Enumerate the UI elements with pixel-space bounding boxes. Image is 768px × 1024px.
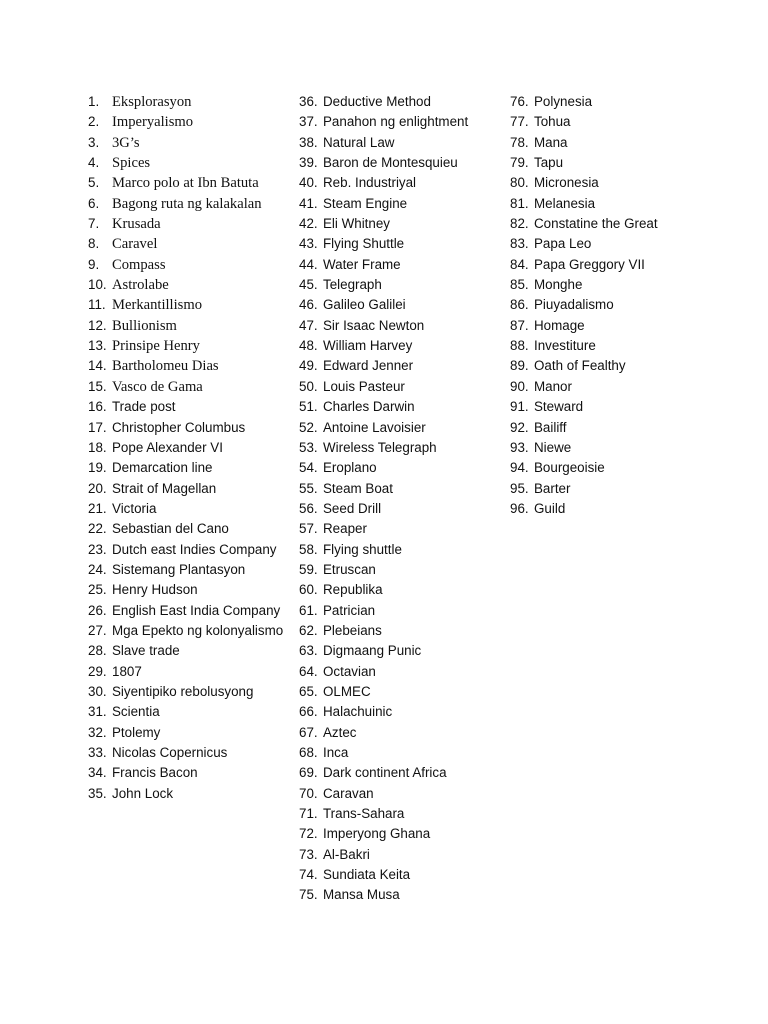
list-item-number: 46. <box>299 297 318 313</box>
list-item-text: Strait of Magellan <box>112 480 217 496</box>
list-item-text: Water Frame <box>323 256 401 272</box>
list-item-number: 86. <box>510 297 529 313</box>
list-item-text: Imperyong Ghana <box>323 826 431 842</box>
list-item-number: 2. <box>88 114 100 130</box>
list-item <box>299 336 504 356</box>
list-item-text: Charles Darwin <box>323 399 415 415</box>
list-item-text: Slave trade <box>112 643 180 659</box>
list-item-text: Steam Engine <box>323 195 408 211</box>
list-item-text: Al-Bakri <box>323 846 370 862</box>
list-item-number: 63. <box>299 643 318 659</box>
list-item-text: Mansa Musa <box>323 887 400 903</box>
list-item-text: Micronesia <box>534 175 599 191</box>
list-item-number: 6. <box>88 195 100 211</box>
list-item-text: Merkantillismo <box>112 297 202 314</box>
list-item <box>510 112 710 132</box>
list-item-number: 68. <box>299 745 318 760</box>
list-item-text: Caravel <box>112 236 158 253</box>
list-item-text: Eli Whitney <box>323 216 390 232</box>
list-item-number: 85. <box>510 277 529 293</box>
list-item <box>299 479 504 499</box>
list-item <box>299 784 504 804</box>
list-item-text: Digmaang Punic <box>323 643 422 659</box>
list-item <box>299 519 504 539</box>
list-item-number: 37. <box>299 114 318 130</box>
list-item-text: Sir Isaac Newton <box>323 317 425 333</box>
list-item-text: Bailiff <box>534 419 567 435</box>
list-column-3 <box>510 92 710 519</box>
list-item <box>299 804 504 824</box>
list-item-text: Polynesia <box>534 94 593 109</box>
list-item <box>510 92 710 112</box>
list-item-number: 62. <box>299 622 318 638</box>
list-item <box>510 397 710 417</box>
list-item <box>88 173 288 193</box>
list-item <box>299 621 504 641</box>
list-item-text: Telegraph <box>323 277 382 293</box>
list-item <box>510 377 710 397</box>
list-item <box>88 601 288 621</box>
list-item-number: 40. <box>299 175 318 191</box>
list-item-number: 60. <box>299 582 318 598</box>
list-item-number: 24. <box>88 561 107 577</box>
list-column-2 <box>299 92 504 906</box>
list-item <box>88 519 288 539</box>
list-item <box>510 418 710 438</box>
list-item-text: Pope Alexander VI <box>112 439 223 455</box>
list-item-text: Christopher Columbus <box>112 419 246 435</box>
list-item-text: Imperyalismo <box>112 114 194 131</box>
list-item <box>299 255 504 275</box>
list-item-text: Republika <box>323 582 383 598</box>
list-item-text: English East India Company <box>112 602 281 618</box>
list-item-text: Manor <box>534 378 572 394</box>
list-item-text: Dutch east Indies Company <box>112 541 277 557</box>
list-item-number: 71. <box>299 806 318 822</box>
list-item-number: 28. <box>88 643 107 659</box>
list-item-number: 67. <box>299 724 318 740</box>
list-item-number: 91. <box>510 399 529 415</box>
list-item <box>299 214 504 234</box>
list-item-number: 47. <box>299 317 318 333</box>
list-item <box>88 133 288 153</box>
list-item-text: Eroplano <box>323 460 377 476</box>
list-item-text: Siyentipiko rebolusyong <box>112 683 254 699</box>
list-item-number: 39. <box>299 155 318 171</box>
list-item <box>88 377 288 397</box>
list-item <box>299 377 504 397</box>
list-item-number: 42. <box>299 216 318 232</box>
list-item-number: 64. <box>299 663 318 679</box>
list-item-text: Natural Law <box>323 134 395 150</box>
list-item-text: Patrician <box>323 602 376 618</box>
list-item-number: 41. <box>299 195 318 211</box>
list-item <box>88 499 288 519</box>
list-item <box>299 723 504 743</box>
list-item-number: 4. <box>88 155 100 171</box>
list-item <box>88 763 288 783</box>
list-item-number: 19. <box>88 460 107 476</box>
list-item-text: Caravan <box>323 785 374 801</box>
list-item <box>510 194 710 214</box>
list-item-text: 1807 <box>112 663 142 679</box>
list-item <box>88 662 288 682</box>
list-item-text: Baron de Montesquieu <box>323 155 458 171</box>
list-item <box>299 92 504 112</box>
list-item-number: 44. <box>299 256 318 272</box>
list-item-text: Halachuinic <box>323 704 393 720</box>
list-item-number: 75. <box>299 887 318 903</box>
list-item-number: 80. <box>510 175 529 191</box>
list-item-number: 11. <box>88 297 106 313</box>
list-item-number: 38. <box>299 134 318 150</box>
list-item <box>510 479 710 499</box>
list-item <box>510 133 710 153</box>
list-item-text: Guild <box>534 500 566 516</box>
list-item-text: Mana <box>534 134 568 150</box>
list-item-text: Reaper <box>323 521 367 537</box>
list-item-text: Papa Greggory VII <box>534 256 645 272</box>
list-item-text: Papa Leo <box>534 236 592 252</box>
list-item-number: 21. <box>88 500 107 516</box>
list-item <box>510 336 710 356</box>
list-item-number: 33. <box>88 745 107 760</box>
list-item-text: Bartholomeu Dias <box>112 358 219 375</box>
list-item-text: Panahon ng enlightment <box>323 114 469 130</box>
list-item <box>510 356 710 376</box>
list-item-number: 93. <box>510 439 529 455</box>
list-item <box>510 316 710 336</box>
list-item-number: 23. <box>88 541 107 557</box>
list-item <box>299 662 504 682</box>
list-item-number: 73. <box>299 846 318 862</box>
list-item <box>88 540 288 560</box>
list-item-number: 83. <box>510 236 529 252</box>
list-item-number: 32. <box>88 724 107 740</box>
list-item-text: 3G’s <box>112 134 140 151</box>
list-item-number: 81. <box>510 195 529 211</box>
list-item-text: Niewe <box>534 439 572 455</box>
list-item-text: OLMEC <box>323 683 371 699</box>
list-item-text: Tapu <box>534 155 564 171</box>
list-item-number: 92. <box>510 419 529 435</box>
list-item <box>510 234 710 254</box>
list-item-number: 20. <box>88 480 107 496</box>
list-item <box>299 865 504 885</box>
list-item <box>88 275 288 295</box>
list-item <box>88 621 288 641</box>
list-item <box>299 540 504 560</box>
list-item <box>299 194 504 214</box>
list-item-text: Octavian <box>323 663 376 679</box>
list-item <box>88 743 288 763</box>
list-item-text: Eksplorasyon <box>112 94 192 110</box>
list-item <box>88 356 288 376</box>
list-item <box>510 458 710 478</box>
list-item <box>299 173 504 193</box>
list-item <box>88 92 288 112</box>
list-item <box>299 743 504 763</box>
list-item-number: 5. <box>88 175 100 191</box>
list-item-text: Galileo Galilei <box>323 297 406 313</box>
list-item-number: 48. <box>299 338 318 354</box>
list-item-text: Homage <box>534 317 585 333</box>
list-item-number: 94. <box>510 460 529 476</box>
list-item <box>299 275 504 295</box>
list-item-text: Bourgeoisie <box>534 460 605 476</box>
list-item-text: Marco polo at Ibn Batuta <box>112 175 259 192</box>
list-item-text: Steward <box>534 399 584 415</box>
list-item-number: 25. <box>88 582 107 598</box>
list-item-number: 69. <box>299 765 318 781</box>
list-item <box>299 153 504 173</box>
list-item-text: Dark continent Africa <box>323 765 447 781</box>
list-item <box>299 601 504 621</box>
list-item-number: 95. <box>510 480 529 496</box>
list-item <box>299 580 504 600</box>
list-item <box>299 112 504 132</box>
list-item-text: Demarcation line <box>112 460 213 476</box>
list-item-text: Melanesia <box>534 195 596 211</box>
list-item <box>88 682 288 702</box>
list-item-text: Victoria <box>112 500 157 516</box>
list-item-number: 59. <box>299 561 318 577</box>
list-item <box>299 356 504 376</box>
list-item <box>88 702 288 722</box>
list-item-text: Astrolabe <box>112 277 169 294</box>
list-item-text: Scientia <box>112 704 160 720</box>
list-item-text: Sistemang Plantasyon <box>112 561 246 577</box>
list-item-text: Ptolemy <box>112 724 161 740</box>
list-item <box>299 234 504 254</box>
list-item <box>88 418 288 438</box>
list-item <box>510 295 710 315</box>
list-item-number: 61. <box>299 602 318 618</box>
list-item <box>299 885 504 905</box>
list-item-text: Deductive Method <box>323 94 431 109</box>
list-item-number: 70. <box>299 785 318 801</box>
list-item-number: 57. <box>299 521 318 537</box>
list-item-text: Spices <box>112 155 151 172</box>
list-item-number: 76. <box>510 94 529 109</box>
list-item-number: 45. <box>299 277 318 293</box>
list-item-number: 22. <box>88 521 107 537</box>
list-item <box>299 824 504 844</box>
list-item-number: 77. <box>510 114 529 130</box>
list-item <box>88 438 288 458</box>
list-item <box>299 702 504 722</box>
list-item-text: Seed Drill <box>323 500 382 516</box>
list-item-number: 55. <box>299 480 318 496</box>
list-item <box>299 763 504 783</box>
list-item <box>299 641 504 661</box>
list-item-number: 14. <box>88 358 107 374</box>
list-item-text: Prinsipe Henry <box>112 338 200 355</box>
list-item <box>510 153 710 173</box>
list-item-number: 16. <box>88 399 107 415</box>
list-item-text: Wireless Telegraph <box>323 439 437 455</box>
list-item-number: 54. <box>299 460 318 476</box>
list-item <box>88 723 288 743</box>
list-item-number: 43. <box>299 236 318 252</box>
list-item <box>88 112 288 132</box>
list-item-number: 3. <box>88 134 100 150</box>
list-item-number: 88. <box>510 338 529 354</box>
list-item-number: 90. <box>510 378 529 394</box>
list-item <box>88 336 288 356</box>
list-item <box>88 255 288 275</box>
list-item-number: 65. <box>299 683 318 699</box>
list-item-number: 1. <box>88 94 100 109</box>
list-item-number: 31. <box>88 704 107 720</box>
list-item-text: Edward Jenner <box>323 358 414 374</box>
list-item-number: 49. <box>299 358 318 374</box>
list-item <box>510 438 710 458</box>
list-item-number: 84. <box>510 256 529 272</box>
list-item-number: 52. <box>299 419 318 435</box>
list-item <box>88 458 288 478</box>
list-item <box>299 560 504 580</box>
list-item-number: 53. <box>299 439 318 455</box>
list-item-number: 87. <box>510 317 529 333</box>
list-item <box>88 397 288 417</box>
list-item-number: 10. <box>88 277 107 293</box>
list-item <box>88 295 288 315</box>
list-item-number: 12. <box>88 317 107 333</box>
list-item <box>88 560 288 580</box>
list-item <box>88 316 288 336</box>
list-item-number: 8. <box>88 236 100 252</box>
list-item-number: 7. <box>88 216 100 232</box>
list-item-number: 26. <box>88 602 107 618</box>
list-item-number: 17. <box>88 419 107 435</box>
list-item-number: 74. <box>299 867 318 883</box>
list-item <box>299 397 504 417</box>
list-item-text: Barter <box>534 480 571 496</box>
list-item <box>299 295 504 315</box>
list-item-text: Henry Hudson <box>112 582 198 598</box>
list-item-text: Inca <box>323 745 349 760</box>
list-item-text: Tohua <box>534 114 571 130</box>
list-item-text: Etruscan <box>323 561 376 577</box>
list-item <box>510 173 710 193</box>
list-item-number: 72. <box>299 826 318 842</box>
list-item-text: Bullionism <box>112 317 177 334</box>
list-item-text: Steam Boat <box>323 480 393 496</box>
list-item-text: Oath of Fealthy <box>534 358 626 374</box>
list-item-number: 96. <box>510 500 529 516</box>
list-item-text: Piuyadalismo <box>534 297 614 313</box>
list-item-number: 29. <box>88 663 107 679</box>
list-item <box>299 845 504 865</box>
list-item-text: Compass <box>112 256 166 273</box>
list-item-text: William Harvey <box>323 338 413 354</box>
list-item-text: Plebeians <box>323 622 382 638</box>
list-item <box>299 133 504 153</box>
list-item-number: 18. <box>88 439 107 455</box>
list-item <box>299 682 504 702</box>
list-item-number: 51. <box>299 399 318 415</box>
list-item-number: 9. <box>88 256 100 272</box>
list-item <box>88 214 288 234</box>
list-item-text: Vasco de Gama <box>112 378 203 395</box>
list-item <box>88 784 288 804</box>
list-item-text: Flying Shuttle <box>323 236 405 252</box>
list-item-number: 15. <box>88 378 107 394</box>
list-item-text: Sundiata Keita <box>323 867 411 883</box>
list-item <box>88 153 288 173</box>
list-item-number: 79. <box>510 155 529 171</box>
list-item <box>510 275 710 295</box>
list-item <box>510 499 710 519</box>
list-item-number: 13. <box>88 338 107 354</box>
list-item-number: 36. <box>299 94 318 109</box>
list-column-1 <box>88 92 288 804</box>
list-item <box>299 316 504 336</box>
list-item <box>88 194 288 214</box>
list-item-text: Trade post <box>112 399 176 415</box>
list-item-number: 89. <box>510 358 529 374</box>
list-item-text: John Lock <box>112 785 174 801</box>
list-item <box>510 214 710 234</box>
list-item-number: 34. <box>88 765 107 781</box>
list-item-number: 82. <box>510 216 529 232</box>
list-item-number: 56. <box>299 500 318 516</box>
list-item <box>88 234 288 254</box>
list-item-text: Krusada <box>112 216 161 233</box>
list-item <box>299 499 504 519</box>
list-item-number: 78. <box>510 134 529 150</box>
list-item <box>88 641 288 661</box>
list-item-text: Constatine the Great <box>534 216 658 232</box>
list-item <box>299 458 504 478</box>
list-item-text: Sebastian del Cano <box>112 521 229 537</box>
list-item-text: Flying shuttle <box>323 541 402 557</box>
list-item-text: Monghe <box>534 277 583 293</box>
list-item-text: Antoine Lavoisier <box>323 419 426 435</box>
list-item-text: Bagong ruta ng kalakalan <box>112 195 262 212</box>
list-item <box>88 580 288 600</box>
list-item-number: 27. <box>88 622 107 638</box>
list-item-text: Reb. Industriyal <box>323 175 417 191</box>
list-item <box>299 438 504 458</box>
list-item-number: 58. <box>299 541 318 557</box>
list-item <box>299 418 504 438</box>
list-item-text: Investiture <box>534 338 596 354</box>
list-item-number: 66. <box>299 704 318 720</box>
list-item-text: Trans-Sahara <box>323 806 405 822</box>
list-item-text: Louis Pasteur <box>323 378 405 394</box>
list-item-text: Nicolas Copernicus <box>112 745 228 760</box>
list-item-number: 30. <box>88 683 107 699</box>
list-item-number: 50. <box>299 378 318 394</box>
list-item <box>510 255 710 275</box>
list-item <box>88 479 288 499</box>
list-item-text: Aztec <box>323 724 357 740</box>
list-item-text: Francis Bacon <box>112 765 198 781</box>
list-item-text: Mga Epekto ng kolonyalismo <box>112 622 284 638</box>
list-item-number: 35. <box>88 785 107 801</box>
